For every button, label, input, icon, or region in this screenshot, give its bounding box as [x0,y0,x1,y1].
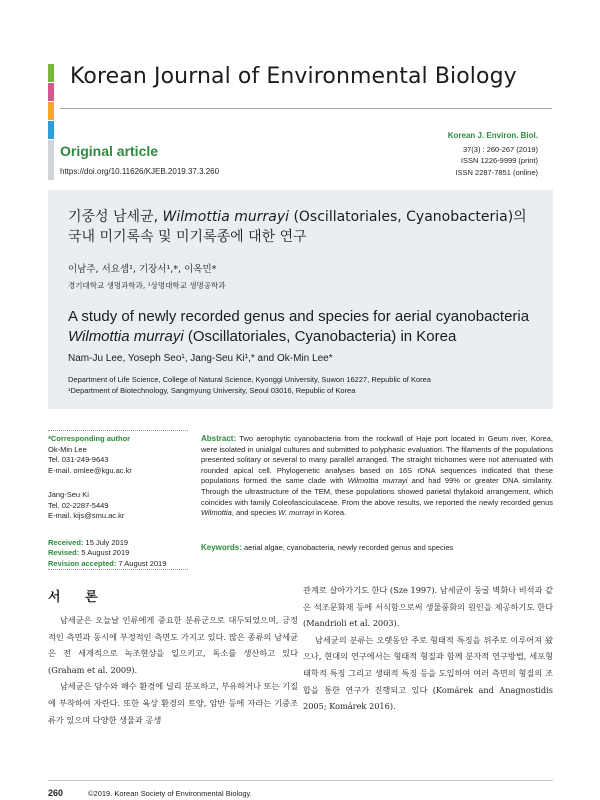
abstract-text: Two aerophytic cyanobacteria from the rockwall of Haje port located in Geum river, Korea, were isolated in unialgal cultures and submitted to polyphasic evaluation. The filaments of the populations presented solitary or several to many parallel arranged. The straight trichomes were not attenuated with rounded apical cell. Phylogenetic analyses based on 16S rDNA sequences indicated that these populations formed the same clade with [201,434,553,486]
footer-divider [48,780,553,781]
abstract-genus: Wilmottia [201,508,232,518]
page-number: 260 [48,788,64,798]
abstract-text: in Korea. [314,508,347,518]
author-email[interactable]: E-mail. kijs@smu.ac.kr [48,511,125,520]
citation-info [448,130,538,178]
info-divider [48,569,188,570]
affiliation-2: ¹Department of Biotechnology, Sangmyung University, Seoul 03016, Republic of Korea [68,386,356,395]
paragraph: 남세균은 담수와 해수 환경에 널리 분포하고, 부유하거나 또는 기질에 부착하여 자란다. 또한 육상 환경의 토양, 암반 등에 자라는 기중조류가 있으며 다양한 생물과 공생 [48,681,298,725]
revised-label: Revised: [48,548,80,557]
accepted-value: 7 August 2019 [116,558,167,568]
author-name: Jang-Seu Ki [48,490,89,499]
author-email[interactable]: E-mail. omlee@kgu.ac.kr [48,465,132,475]
english-title-line1: A study of newly recorded genus and species for aerial cyanobacteria [68,308,530,325]
english-title-species: Wilmottia murrayi [68,328,184,345]
korean-affiliation: 경기대학교 생명과학과, ¹상명대학교 생명공학과 [68,281,226,290]
received-value: 15 July 2019 [83,537,129,547]
accepted-date [48,559,188,570]
corresponding-author-2 [48,490,188,522]
paragraph: 남세균의 분류는 오랫동안 주로 형태적 특징을 위주로 이루어져 왔으나, 현대의 연구에서는 형태적 형질과 함께 분자적 연구방법, 세포형태학적 특징 그리고 생태적 특징 등을 도입하여 여러 측면의 형질의 조합을 통한 연구가 진행되고 있다 (Komárek and Anagnostidis 2005; Komárek 2016). [303,634,553,712]
accent-stripe-pink [48,83,54,101]
korean-title-line2: 국내 미기록속 및 미기록종에 대한 연구 [68,229,307,245]
korean-title-species: Wilmottia murrayi [162,209,289,225]
korean-title [68,207,538,247]
issn-online: ISSN 2287-7851 (online) [455,167,538,177]
accepted-label: Revision accepted: [48,558,117,568]
article-type: Original article [60,143,159,159]
paragraph: 관계로 살아가기도 한다 (Sze 1997). 남세균이 둥굴 벽화나 비석과 같은 석조문화재 등에 서식함으로써 생물풍화의 원인을 제공하기도 한다 (Mandrioli et al. 2003). [303,585,553,629]
corresponding-author-1 [48,434,188,476]
english-affiliations [68,374,538,396]
english-title [68,307,538,347]
info-divider [48,430,188,431]
body-column-left [48,612,298,728]
korean-title-part: 기중성 남세균, [68,209,163,225]
article-dates [48,538,188,570]
paragraph: 남세균은 오늘날 인류에게 중요한 분류군으로 대두되었으며, 긍정적인 측면과 동시에 부정적인 측면도 가지고 있다. 많은 종류의 남세균은 전 세계적으로 녹조현상을 일으키고, 독소를 생산하고 있다 (Graham et al. 2009). [48,615,298,675]
author-name: Ok-Min Lee [48,444,87,454]
journal-abbreviation: Korean J. Environ. Biol. [447,131,538,140]
accent-stripe-blue [48,121,54,139]
article-info [48,434,188,569]
doi-link[interactable]: https://doi.org/10.11626/KJEB.2019.37.3.260 [60,167,220,176]
abstract [201,434,553,519]
issn-print: ISSN 1226-9999 (print) [460,156,538,165]
received-label: Received: [48,537,84,547]
revised-date [48,548,188,559]
abstract-species: W. murrayi [278,508,315,518]
abstract-text: and had 99% or greater DNA similarity. Through the ultrastructure of the TEM, these populations showed parietal thylakoid arrangement, which coincides with family Coleofasciculaceae. From the above results, we reported the newly recorded genus [201,476,553,507]
accent-stripe-gray [48,140,54,180]
author-tel: Tel. 02-2287-5449 [48,500,109,510]
author-tel: Tel. 031-249-9643 [48,455,109,464]
accent-stripe-green [48,64,54,82]
copyright: ©2019. Korean Society of Environmental Biology. [88,789,252,798]
volume-pages: 37(3) : 260-267 (2019) [462,144,538,154]
received-date [48,538,188,549]
corresponding-label: *Corresponding author [48,434,131,443]
body-column-right [303,582,553,715]
korean-authors: 이남주, 서요셉¹, 기장서¹,*, 이옥민* [68,264,217,275]
english-authors: Nam-Ju Lee, Yoseph Seo¹, Jang-Seu Ki¹,* and Ok-Min Lee* [68,353,333,364]
keywords-text: aerial algae, cyanobacteria, newly recorded genus and species [241,543,454,552]
section-heading: 서 론 [48,590,108,605]
abstract-label: Abstract: [201,434,237,443]
korean-title-part: (Oscillatoriales, Cyanobacteria)의 [289,209,527,225]
keywords [201,543,553,552]
english-title-line2: (Oscillatoriales, Cyanobacteria) in Korea [183,328,457,345]
header-divider [60,108,552,109]
affiliation-1: Department of Life Science, College of Natural Science, Kyonggi University, Suwon 16227, Republic of Korea [68,375,431,384]
keywords-label: Keywords: [201,543,242,552]
accent-stripe-orange [48,102,54,120]
revised-value: 5 August 2019 [79,548,130,557]
abstract-text: , and species [231,508,279,518]
journal-title: Korean Journal of Environmental Biology [70,64,517,89]
abstract-species: Wilmottia murrayi [347,476,408,486]
